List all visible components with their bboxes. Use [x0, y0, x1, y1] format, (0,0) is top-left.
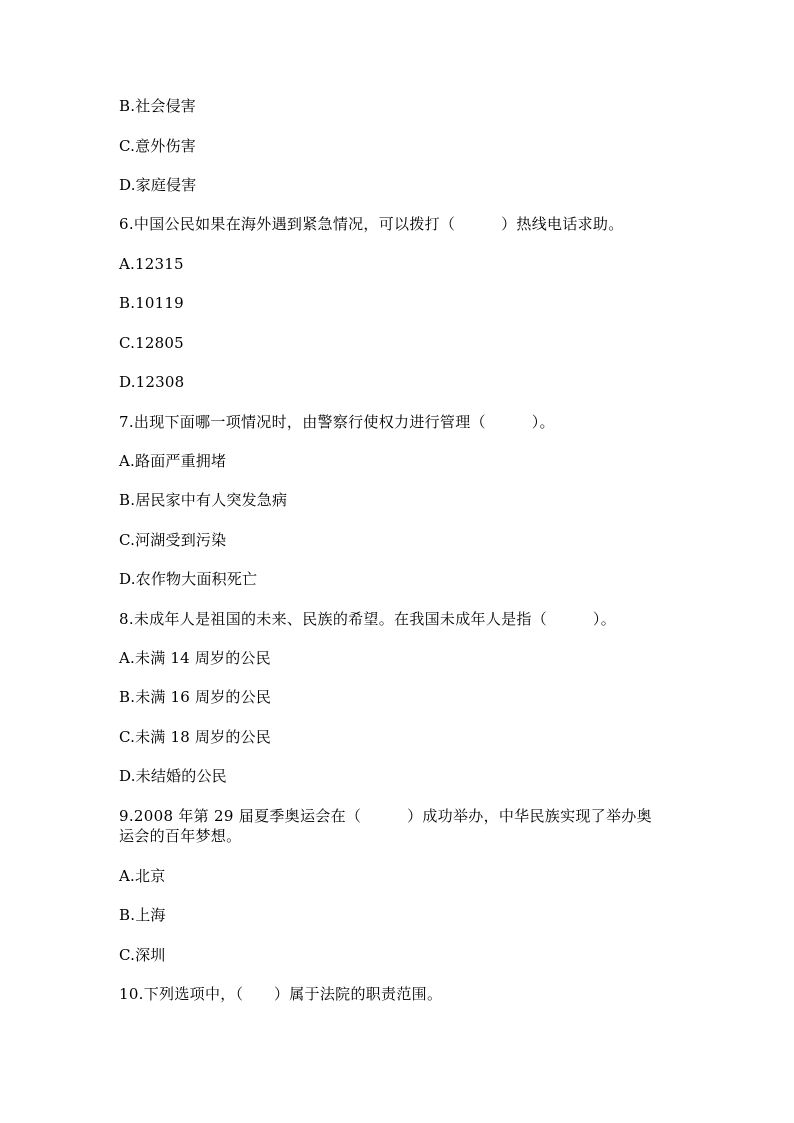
q8-option-b: B.未满 16 周岁的公民 — [119, 688, 272, 706]
q8-option-d: D.未结婚的公民 — [119, 767, 227, 785]
q10-stem: 10.下列选项中，（ ）属于法院的职责范围。 — [119, 985, 443, 1003]
q9-option-b: B.上海 — [119, 906, 166, 924]
q7-option-b: B.居民家中有人突发急病 — [119, 491, 288, 509]
q5-option-d: D.家庭侵害 — [119, 176, 197, 194]
q8-option-c: C.未满 18 周岁的公民 — [119, 728, 271, 746]
q6-stem: 6.中国公民如果在海外遇到紧急情况，可以拨打（ ）热线电话求助。 — [119, 215, 624, 233]
q7-stem: 7.出现下面哪一项情况时，由警察行使权力进行管理（ ）。 — [119, 413, 555, 431]
q8-option-a: A.未满 14 周岁的公民 — [119, 649, 271, 667]
q9-option-a: A.北京 — [119, 867, 166, 885]
q6-option-b: B.10119 — [119, 294, 184, 312]
q8-stem: 8.未成年人是祖国的未来、民族的希望。在我国未成年人是指（ ）。 — [119, 610, 617, 628]
q6-option-d: D.12308 — [119, 373, 185, 391]
q6-option-a: A.12315 — [119, 255, 184, 273]
q6-option-c: C.12805 — [119, 334, 184, 352]
q7-option-a: A.路面严重拥堵 — [119, 452, 227, 470]
q5-option-b: B.社会侵害 — [119, 97, 196, 115]
q5-option-c: C.意外伤害 — [119, 137, 196, 155]
q9-stem: 9.2008 年第 29 届夏季奥运会在（ ）成功举办，中华民族实现了举办奥运会的百年梦想。 — [119, 807, 652, 845]
q9-option-c: C.深圳 — [119, 946, 166, 964]
q7-option-c: C.河湖受到污染 — [119, 531, 227, 549]
q7-option-d: D.农作物大面积死亡 — [119, 570, 258, 588]
